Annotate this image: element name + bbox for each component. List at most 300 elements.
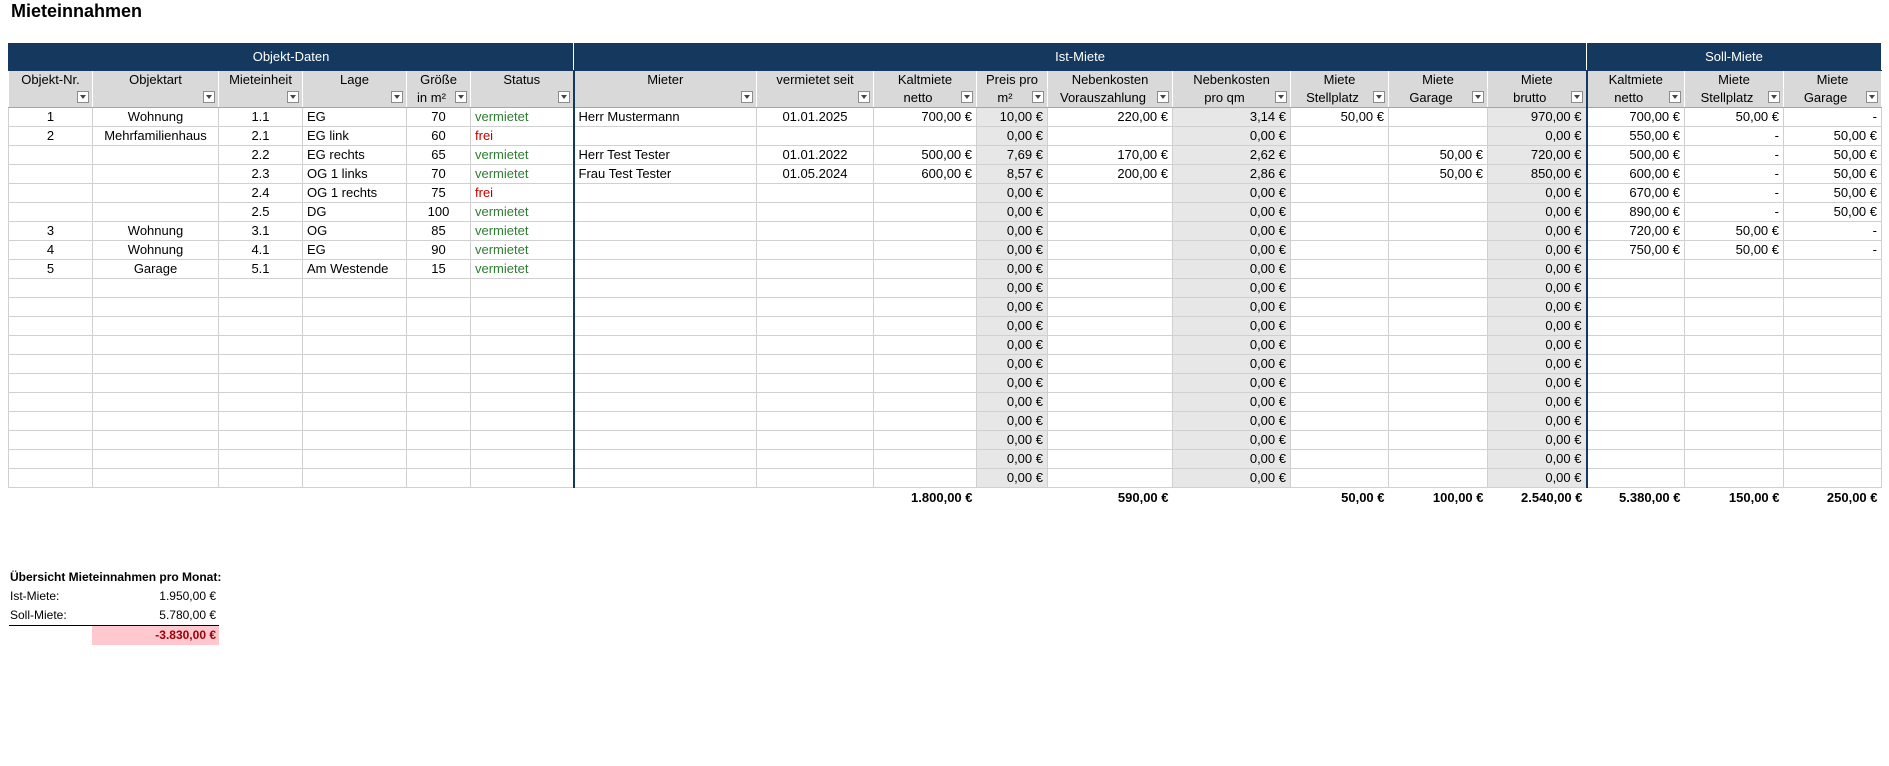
- table-cell[interactable]: OG: [303, 222, 407, 241]
- table-cell[interactable]: 0,00 €: [977, 241, 1048, 260]
- table-cell[interactable]: [757, 298, 874, 317]
- table-cell[interactable]: [1685, 317, 1784, 336]
- table-cell[interactable]: [1291, 317, 1389, 336]
- table-cell[interactable]: [1389, 279, 1488, 298]
- table-cell[interactable]: [574, 412, 757, 431]
- table-cell[interactable]: 75: [407, 184, 471, 203]
- table-cell[interactable]: 0,00 €: [1173, 450, 1291, 469]
- table-cell[interactable]: 2.1: [219, 127, 303, 146]
- table-cell[interactable]: 0,00 €: [1488, 355, 1587, 374]
- table-cell[interactable]: [9, 412, 93, 431]
- table-cell[interactable]: [93, 431, 219, 450]
- table-cell[interactable]: [1389, 431, 1488, 450]
- table-cell[interactable]: 0,00 €: [1488, 450, 1587, 469]
- table-cell[interactable]: 50,00 €: [1685, 222, 1784, 241]
- table-cell[interactable]: 0,00 €: [1488, 222, 1587, 241]
- table-cell[interactable]: 0,00 €: [1488, 393, 1587, 412]
- table-cell[interactable]: [874, 317, 977, 336]
- table-cell[interactable]: 8,57 €: [977, 165, 1048, 184]
- table-cell[interactable]: [1587, 279, 1685, 298]
- table-cell[interactable]: [1291, 431, 1389, 450]
- table-cell[interactable]: [574, 469, 757, 488]
- table-cell[interactable]: 50,00 €: [1784, 146, 1882, 165]
- table-cell[interactable]: 100: [407, 203, 471, 222]
- table-cell[interactable]: 0,00 €: [1173, 298, 1291, 317]
- table-cell[interactable]: [874, 336, 977, 355]
- table-cell[interactable]: [219, 317, 303, 336]
- table-cell[interactable]: 720,00 €: [1587, 222, 1685, 241]
- table-cell[interactable]: [303, 393, 407, 412]
- table-cell[interactable]: [407, 317, 471, 336]
- table-cell[interactable]: 0,00 €: [1488, 241, 1587, 260]
- table-cell[interactable]: [407, 336, 471, 355]
- table-cell[interactable]: 0,00 €: [1173, 279, 1291, 298]
- table-cell[interactable]: [303, 431, 407, 450]
- table-cell[interactable]: [303, 317, 407, 336]
- table-cell[interactable]: 0,00 €: [1488, 184, 1587, 203]
- table-cell[interactable]: 0,00 €: [1173, 127, 1291, 146]
- filter-dropdown-button[interactable]: [1157, 91, 1169, 103]
- table-cell[interactable]: [1291, 165, 1389, 184]
- table-cell[interactable]: OG 1 rechts: [303, 184, 407, 203]
- table-cell[interactable]: 1: [9, 108, 93, 127]
- table-cell[interactable]: DG: [303, 203, 407, 222]
- table-cell[interactable]: [9, 469, 93, 488]
- table-cell[interactable]: 720,00 €: [1488, 146, 1587, 165]
- table-cell[interactable]: [874, 241, 977, 260]
- table-cell[interactable]: [1389, 450, 1488, 469]
- table-cell[interactable]: [303, 450, 407, 469]
- table-cell[interactable]: 2: [9, 127, 93, 146]
- table-cell[interactable]: [1389, 203, 1488, 222]
- table-cell[interactable]: [1048, 184, 1173, 203]
- table-cell[interactable]: [1389, 108, 1488, 127]
- table-cell[interactable]: [9, 165, 93, 184]
- filter-dropdown-button[interactable]: [391, 91, 403, 103]
- table-cell[interactable]: [574, 355, 757, 374]
- table-cell[interactable]: 10,00 €: [977, 108, 1048, 127]
- table-cell[interactable]: [219, 450, 303, 469]
- table-cell[interactable]: [574, 279, 757, 298]
- table-cell[interactable]: [407, 412, 471, 431]
- table-cell[interactable]: 90: [407, 241, 471, 260]
- table-cell[interactable]: [407, 431, 471, 450]
- table-cell[interactable]: [1389, 469, 1488, 488]
- table-cell[interactable]: [1291, 260, 1389, 279]
- table-cell[interactable]: [1784, 317, 1882, 336]
- table-cell[interactable]: 550,00 €: [1587, 127, 1685, 146]
- table-cell[interactable]: 0,00 €: [1488, 469, 1587, 488]
- status-cell[interactable]: frei: [471, 127, 574, 146]
- table-cell[interactable]: 50,00 €: [1685, 108, 1784, 127]
- table-cell[interactable]: 0,00 €: [1173, 222, 1291, 241]
- table-cell[interactable]: 0,00 €: [1173, 260, 1291, 279]
- table-cell[interactable]: 70: [407, 108, 471, 127]
- table-cell[interactable]: [1389, 374, 1488, 393]
- table-cell[interactable]: [303, 279, 407, 298]
- table-cell[interactable]: 0,00 €: [977, 127, 1048, 146]
- table-cell[interactable]: [757, 431, 874, 450]
- table-cell[interactable]: [93, 317, 219, 336]
- table-cell[interactable]: 0,00 €: [1488, 412, 1587, 431]
- table-cell[interactable]: 2.4: [219, 184, 303, 203]
- table-cell[interactable]: Am Westende: [303, 260, 407, 279]
- table-cell[interactable]: [1685, 336, 1784, 355]
- table-cell[interactable]: 50,00 €: [1389, 165, 1488, 184]
- table-cell[interactable]: [93, 184, 219, 203]
- table-cell[interactable]: [757, 222, 874, 241]
- table-cell[interactable]: 0,00 €: [977, 222, 1048, 241]
- table-cell[interactable]: [574, 336, 757, 355]
- status-cell[interactable]: vermietet: [471, 203, 574, 222]
- table-cell[interactable]: 50,00 €: [1291, 108, 1389, 127]
- table-cell[interactable]: [9, 374, 93, 393]
- table-cell[interactable]: 0,00 €: [977, 450, 1048, 469]
- filter-dropdown-button[interactable]: [77, 91, 89, 103]
- status-cell[interactable]: [471, 279, 574, 298]
- table-cell[interactable]: [407, 374, 471, 393]
- table-cell[interactable]: 50,00 €: [1784, 165, 1882, 184]
- table-cell[interactable]: 600,00 €: [1587, 165, 1685, 184]
- table-cell[interactable]: 500,00 €: [1587, 146, 1685, 165]
- table-cell[interactable]: 01.05.2024: [757, 165, 874, 184]
- table-cell[interactable]: [1784, 393, 1882, 412]
- table-cell[interactable]: [303, 469, 407, 488]
- table-cell[interactable]: [574, 298, 757, 317]
- filter-dropdown-button[interactable]: [858, 91, 870, 103]
- table-cell[interactable]: Wohnung: [93, 241, 219, 260]
- table-cell[interactable]: OG 1 links: [303, 165, 407, 184]
- table-cell[interactable]: [1291, 279, 1389, 298]
- table-cell[interactable]: [219, 355, 303, 374]
- table-cell[interactable]: [757, 336, 874, 355]
- table-cell[interactable]: 50,00 €: [1389, 146, 1488, 165]
- table-cell[interactable]: Wohnung: [93, 108, 219, 127]
- table-cell[interactable]: 5.1: [219, 260, 303, 279]
- table-cell[interactable]: [1291, 146, 1389, 165]
- table-cell[interactable]: [9, 184, 93, 203]
- table-cell[interactable]: [1291, 469, 1389, 488]
- table-cell[interactable]: [219, 279, 303, 298]
- table-cell[interactable]: [1784, 374, 1882, 393]
- table-cell[interactable]: 5: [9, 260, 93, 279]
- table-cell[interactable]: 0,00 €: [1488, 374, 1587, 393]
- table-cell[interactable]: 50,00 €: [1784, 203, 1882, 222]
- table-cell[interactable]: 0,00 €: [1173, 203, 1291, 222]
- table-cell[interactable]: [303, 355, 407, 374]
- filter-dropdown-button[interactable]: [455, 91, 467, 103]
- table-cell[interactable]: [757, 260, 874, 279]
- table-cell[interactable]: [1048, 203, 1173, 222]
- table-cell[interactable]: Mehrfamilienhaus: [93, 127, 219, 146]
- table-cell[interactable]: 0,00 €: [1488, 431, 1587, 450]
- table-cell[interactable]: [93, 412, 219, 431]
- table-cell[interactable]: [1291, 393, 1389, 412]
- table-cell[interactable]: -: [1784, 108, 1882, 127]
- table-cell[interactable]: -: [1685, 146, 1784, 165]
- table-cell[interactable]: EG: [303, 241, 407, 260]
- table-cell[interactable]: 220,00 €: [1048, 108, 1173, 127]
- table-cell[interactable]: [407, 298, 471, 317]
- table-cell[interactable]: [9, 336, 93, 355]
- table-cell[interactable]: [874, 222, 977, 241]
- status-cell[interactable]: [471, 469, 574, 488]
- table-cell[interactable]: [1685, 279, 1784, 298]
- table-cell[interactable]: -: [1784, 222, 1882, 241]
- table-cell[interactable]: 0,00 €: [977, 203, 1048, 222]
- table-cell[interactable]: [1685, 412, 1784, 431]
- table-cell[interactable]: [874, 203, 977, 222]
- table-cell[interactable]: Garage: [93, 260, 219, 279]
- table-cell[interactable]: [1784, 431, 1882, 450]
- table-cell[interactable]: 0,00 €: [977, 260, 1048, 279]
- table-cell[interactable]: 4.1: [219, 241, 303, 260]
- table-cell[interactable]: 50,00 €: [1685, 241, 1784, 260]
- table-cell[interactable]: 970,00 €: [1488, 108, 1587, 127]
- table-cell[interactable]: [874, 127, 977, 146]
- table-cell[interactable]: [9, 203, 93, 222]
- table-cell[interactable]: [757, 203, 874, 222]
- table-cell[interactable]: [1291, 222, 1389, 241]
- table-cell[interactable]: [1587, 317, 1685, 336]
- table-cell[interactable]: [1291, 184, 1389, 203]
- table-cell[interactable]: [1784, 469, 1882, 488]
- table-cell[interactable]: [1048, 355, 1173, 374]
- table-cell[interactable]: 0,00 €: [1488, 279, 1587, 298]
- table-cell[interactable]: [93, 355, 219, 374]
- table-cell[interactable]: [757, 393, 874, 412]
- filter-dropdown-button[interactable]: [1373, 91, 1385, 103]
- status-cell[interactable]: vermietet: [471, 222, 574, 241]
- table-cell[interactable]: 0,00 €: [977, 298, 1048, 317]
- table-cell[interactable]: [219, 374, 303, 393]
- difference-cell[interactable]: [92, 626, 219, 645]
- table-cell[interactable]: 200,00 €: [1048, 165, 1173, 184]
- table-cell[interactable]: [1048, 431, 1173, 450]
- table-cell[interactable]: [9, 431, 93, 450]
- table-cell[interactable]: 0,00 €: [977, 279, 1048, 298]
- table-cell[interactable]: [1048, 127, 1173, 146]
- table-cell[interactable]: [93, 203, 219, 222]
- table-cell[interactable]: [1587, 412, 1685, 431]
- table-cell[interactable]: [1685, 260, 1784, 279]
- table-cell[interactable]: [1389, 184, 1488, 203]
- filter-dropdown-button[interactable]: [1472, 91, 1484, 103]
- table-cell[interactable]: 0,00 €: [1173, 336, 1291, 355]
- table-cell[interactable]: 600,00 €: [874, 165, 977, 184]
- table-cell[interactable]: [1291, 298, 1389, 317]
- table-cell[interactable]: [9, 317, 93, 336]
- table-cell[interactable]: 3: [9, 222, 93, 241]
- status-cell[interactable]: [471, 336, 574, 355]
- table-cell[interactable]: [1389, 241, 1488, 260]
- table-cell[interactable]: [757, 317, 874, 336]
- table-cell[interactable]: [757, 412, 874, 431]
- table-cell[interactable]: [303, 298, 407, 317]
- table-cell[interactable]: [93, 469, 219, 488]
- table-cell[interactable]: [874, 431, 977, 450]
- table-cell[interactable]: [1784, 412, 1882, 431]
- table-cell[interactable]: [1587, 336, 1685, 355]
- table-cell[interactable]: [1685, 374, 1784, 393]
- table-cell[interactable]: [93, 336, 219, 355]
- filter-dropdown-button[interactable]: [1032, 91, 1044, 103]
- table-cell[interactable]: 0,00 €: [1173, 412, 1291, 431]
- table-cell[interactable]: [1291, 374, 1389, 393]
- status-cell[interactable]: [471, 450, 574, 469]
- status-cell[interactable]: [471, 317, 574, 336]
- table-cell[interactable]: [303, 412, 407, 431]
- table-cell[interactable]: [1389, 222, 1488, 241]
- table-cell[interactable]: [874, 279, 977, 298]
- status-cell[interactable]: vermietet: [471, 108, 574, 127]
- table-cell[interactable]: [1685, 355, 1784, 374]
- table-cell[interactable]: [1784, 260, 1882, 279]
- status-cell[interactable]: [471, 298, 574, 317]
- table-cell[interactable]: 0,00 €: [1488, 127, 1587, 146]
- table-cell[interactable]: [219, 298, 303, 317]
- table-cell[interactable]: 0,00 €: [1173, 469, 1291, 488]
- table-cell[interactable]: 0,00 €: [1173, 317, 1291, 336]
- table-cell[interactable]: [574, 374, 757, 393]
- table-cell[interactable]: [1048, 298, 1173, 317]
- table-cell[interactable]: [1587, 393, 1685, 412]
- table-cell[interactable]: [574, 127, 757, 146]
- table-cell[interactable]: [1587, 355, 1685, 374]
- table-cell[interactable]: [757, 450, 874, 469]
- table-cell[interactable]: [93, 450, 219, 469]
- table-cell[interactable]: [1784, 355, 1882, 374]
- table-cell[interactable]: [1685, 469, 1784, 488]
- table-cell[interactable]: 0,00 €: [977, 374, 1048, 393]
- table-cell[interactable]: [219, 393, 303, 412]
- filter-dropdown-button[interactable]: [287, 91, 299, 103]
- table-cell[interactable]: 0,00 €: [1173, 355, 1291, 374]
- table-cell[interactable]: 0,00 €: [1488, 260, 1587, 279]
- table-cell[interactable]: 1.1: [219, 108, 303, 127]
- table-cell[interactable]: -: [1685, 165, 1784, 184]
- table-cell[interactable]: [757, 279, 874, 298]
- table-cell[interactable]: -: [1685, 203, 1784, 222]
- table-cell[interactable]: [1291, 127, 1389, 146]
- table-cell[interactable]: 2,86 €: [1173, 165, 1291, 184]
- table-cell[interactable]: [219, 431, 303, 450]
- table-cell[interactable]: [1048, 279, 1173, 298]
- table-cell[interactable]: [1587, 298, 1685, 317]
- table-cell[interactable]: [1389, 393, 1488, 412]
- filter-dropdown-button[interactable]: [741, 91, 753, 103]
- table-cell[interactable]: [93, 374, 219, 393]
- table-cell[interactable]: [757, 184, 874, 203]
- table-cell[interactable]: 890,00 €: [1587, 203, 1685, 222]
- filter-dropdown-button[interactable]: [1571, 91, 1583, 103]
- table-cell[interactable]: [574, 203, 757, 222]
- filter-dropdown-button[interactable]: [1275, 91, 1287, 103]
- table-cell[interactable]: 0,00 €: [977, 184, 1048, 203]
- table-cell[interactable]: [407, 355, 471, 374]
- table-cell[interactable]: 0,00 €: [1488, 317, 1587, 336]
- table-cell[interactable]: [1389, 298, 1488, 317]
- table-cell[interactable]: [1784, 279, 1882, 298]
- table-cell[interactable]: 2,62 €: [1173, 146, 1291, 165]
- table-cell[interactable]: 0,00 €: [977, 469, 1048, 488]
- filter-dropdown-button[interactable]: [1768, 91, 1780, 103]
- status-cell[interactable]: frei: [471, 184, 574, 203]
- table-cell[interactable]: EG: [303, 108, 407, 127]
- table-cell[interactable]: [1389, 336, 1488, 355]
- table-cell[interactable]: 65: [407, 146, 471, 165]
- table-cell[interactable]: [9, 450, 93, 469]
- status-cell[interactable]: [471, 374, 574, 393]
- table-cell[interactable]: [1587, 469, 1685, 488]
- table-cell[interactable]: [874, 298, 977, 317]
- table-cell[interactable]: [574, 222, 757, 241]
- table-cell[interactable]: [574, 241, 757, 260]
- filter-dropdown-button[interactable]: [558, 91, 570, 103]
- table-cell[interactable]: 01.01.2022: [757, 146, 874, 165]
- table-cell[interactable]: [93, 393, 219, 412]
- table-cell[interactable]: [9, 298, 93, 317]
- table-cell[interactable]: [1048, 412, 1173, 431]
- table-cell[interactable]: [219, 336, 303, 355]
- table-cell[interactable]: [407, 279, 471, 298]
- table-cell[interactable]: Frau Test Tester: [574, 165, 757, 184]
- table-cell[interactable]: [1291, 450, 1389, 469]
- table-cell[interactable]: [1389, 412, 1488, 431]
- table-cell[interactable]: [1389, 260, 1488, 279]
- status-cell[interactable]: [471, 412, 574, 431]
- table-cell[interactable]: [1587, 260, 1685, 279]
- filter-dropdown-button[interactable]: [203, 91, 215, 103]
- table-cell[interactable]: -: [1685, 127, 1784, 146]
- table-cell[interactable]: [93, 279, 219, 298]
- table-cell[interactable]: [1291, 355, 1389, 374]
- table-cell[interactable]: 0,00 €: [1173, 241, 1291, 260]
- table-cell[interactable]: 850,00 €: [1488, 165, 1587, 184]
- table-cell[interactable]: 50,00 €: [1784, 127, 1882, 146]
- table-cell[interactable]: 670,00 €: [1587, 184, 1685, 203]
- table-cell[interactable]: [93, 146, 219, 165]
- table-cell[interactable]: [9, 355, 93, 374]
- status-cell[interactable]: vermietet: [471, 260, 574, 279]
- table-cell[interactable]: [1587, 450, 1685, 469]
- table-cell[interactable]: 50,00 €: [1784, 184, 1882, 203]
- table-cell[interactable]: [303, 336, 407, 355]
- table-cell[interactable]: [574, 184, 757, 203]
- table-cell[interactable]: 0,00 €: [1488, 298, 1587, 317]
- table-cell[interactable]: [1048, 260, 1173, 279]
- status-cell[interactable]: [471, 393, 574, 412]
- table-cell[interactable]: 0,00 €: [1488, 336, 1587, 355]
- table-cell[interactable]: [1389, 355, 1488, 374]
- table-cell[interactable]: -: [1685, 184, 1784, 203]
- table-cell[interactable]: Herr Test Tester: [574, 146, 757, 165]
- table-cell[interactable]: 01.01.2025: [757, 108, 874, 127]
- table-cell[interactable]: [1291, 336, 1389, 355]
- filter-dropdown-button[interactable]: [1669, 91, 1681, 103]
- table-cell[interactable]: [9, 146, 93, 165]
- table-cell[interactable]: Herr Mustermann: [574, 108, 757, 127]
- table-cell[interactable]: 15: [407, 260, 471, 279]
- table-cell[interactable]: 700,00 €: [874, 108, 977, 127]
- table-cell[interactable]: [757, 241, 874, 260]
- table-cell[interactable]: [1048, 317, 1173, 336]
- filter-dropdown-button[interactable]: [1866, 91, 1878, 103]
- table-cell[interactable]: [407, 393, 471, 412]
- table-cell[interactable]: [574, 260, 757, 279]
- table-cell[interactable]: [303, 374, 407, 393]
- table-cell[interactable]: [874, 374, 977, 393]
